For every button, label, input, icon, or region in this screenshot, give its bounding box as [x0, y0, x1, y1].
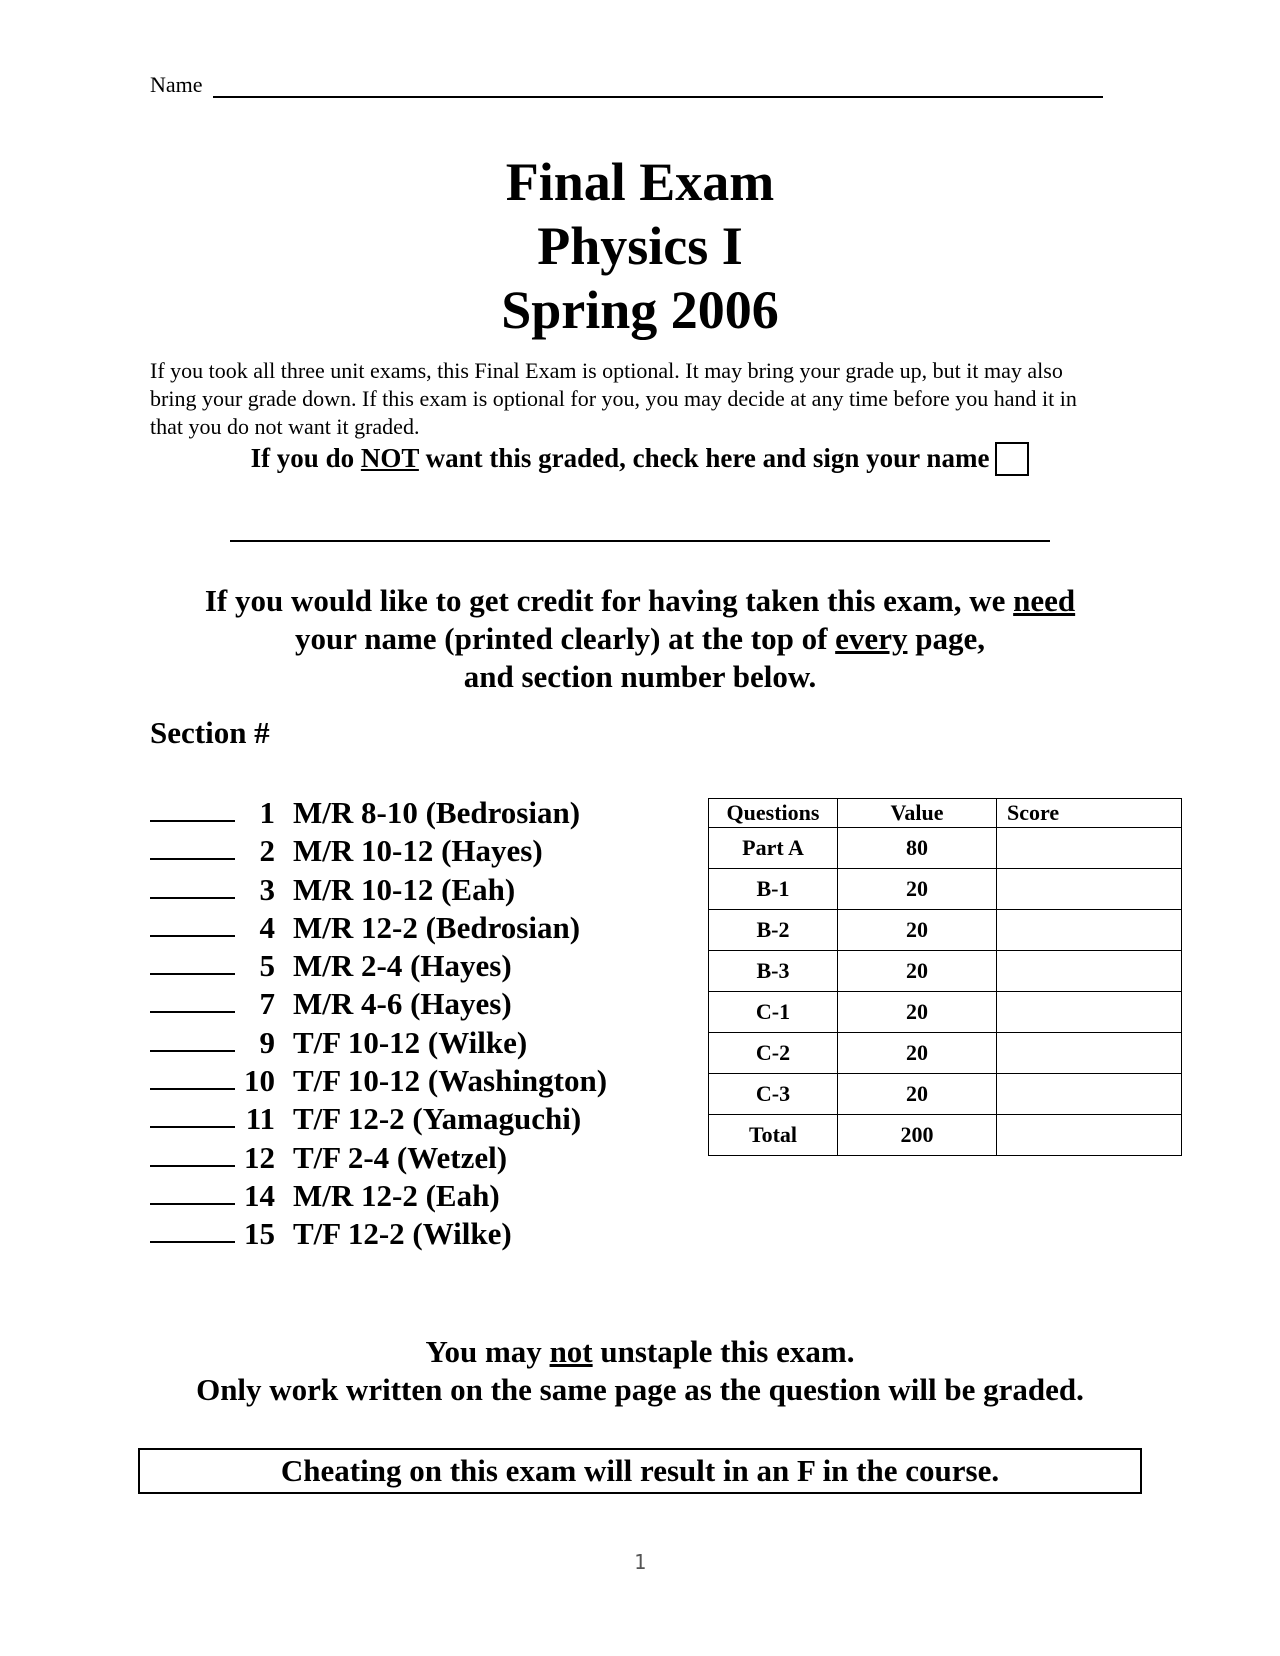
score-cell[interactable] — [997, 1115, 1182, 1156]
name-line — [150, 72, 1103, 98]
table-row: Part A 80 — [709, 828, 1182, 869]
section-blank[interactable] — [150, 794, 235, 822]
intro-paragraph: If you took all three unit exams, this Final Exam is optional. It may bring your grade up, but it may also bring your grade down. If this exam is optional for you, you may decide at any time before you hand it in that you do not want it graded. — [150, 358, 1077, 439]
column-header: Score — [997, 799, 1182, 828]
table-row: C-2 20 — [709, 1033, 1182, 1074]
section-heading: Section # — [150, 715, 270, 750]
section-blank[interactable] — [150, 1024, 235, 1052]
exam-title: Final Exam — [505, 152, 775, 212]
section-option: 5 M/R 2-4 (Hayes) — [150, 947, 607, 985]
section-option: 14 M/R 12-2 (Eah) — [150, 1177, 607, 1215]
table-row: C-3 20 — [709, 1074, 1182, 1115]
section-blank[interactable] — [150, 1215, 235, 1243]
name-label: Name — [150, 72, 203, 97]
table-row: C-1 20 — [709, 992, 1182, 1033]
section-blank[interactable] — [150, 947, 235, 975]
score-table — [708, 798, 1182, 1156]
score-cell[interactable] — [997, 869, 1182, 910]
name-input-line[interactable] — [213, 74, 1103, 98]
section-option: 4 M/R 12-2 (Bedrosian) — [150, 909, 607, 947]
section-list — [150, 794, 607, 1254]
score-cell[interactable] — [997, 910, 1182, 951]
section-option: 7 M/R 4-6 (Hayes) — [150, 985, 607, 1023]
section-blank[interactable] — [150, 1100, 235, 1128]
section-option: 15 T/F 12-2 (Wilke) — [150, 1215, 607, 1253]
not-graded-instruction: If you do NOT want this graded, check here and sign your name — [0, 443, 1280, 478]
section-option: 10 T/F 10-12 (Washington) — [150, 1062, 607, 1100]
column-header: Questions — [709, 799, 838, 828]
section-blank[interactable] — [150, 1139, 235, 1167]
score-cell[interactable] — [997, 828, 1182, 869]
section-option: 1 M/R 8-10 (Bedrosian) — [150, 794, 607, 832]
section-blank[interactable] — [150, 985, 235, 1013]
score-cell[interactable] — [997, 951, 1182, 992]
section-option: 2 M/R 10-12 (Hayes) — [150, 832, 607, 870]
section-blank[interactable] — [150, 909, 235, 937]
signature-line[interactable] — [230, 540, 1050, 542]
table-row: B-3 20 — [709, 951, 1182, 992]
score-cell[interactable] — [997, 1074, 1182, 1115]
score-cell[interactable] — [997, 992, 1182, 1033]
not-emphasis: NOT — [360, 443, 419, 473]
section-blank[interactable] — [150, 1062, 235, 1090]
credit-instructions: If you would like to get credit for having taken this exam, we need your name (printed clearly) at the top of every page, and section number below. — [204, 583, 1076, 694]
section-option: 3 M/R 10-12 (Eah) — [150, 871, 607, 909]
table-row: B-2 20 — [709, 910, 1182, 951]
course-title: Physics I — [537, 216, 743, 276]
table-row: B-1 20 — [709, 869, 1182, 910]
section-blank[interactable] — [150, 1177, 235, 1205]
table-row: Total 200 — [709, 1115, 1182, 1156]
score-table-header — [709, 799, 1182, 828]
section-option: 11 T/F 12-2 (Yamaguchi) — [150, 1100, 607, 1138]
cheating-notice: Cheating on this exam will result in an F in the course. — [138, 1448, 1142, 1494]
score-cell[interactable] — [997, 1033, 1182, 1074]
column-header: Value — [838, 799, 997, 828]
not-graded-checkbox[interactable] — [995, 442, 1029, 476]
section-option: 12 T/F 2-4 (Wetzel) — [150, 1139, 607, 1177]
section-option: 9 T/F 10-12 (Wilke) — [150, 1024, 607, 1062]
page-number: 1 — [633, 1550, 647, 1574]
section-blank[interactable] — [150, 871, 235, 899]
exam-rules: You may not unstaple this exam. Only work written on the same page as the question will be graded. — [196, 1334, 1084, 1407]
term-title: Spring 2006 — [501, 280, 779, 340]
section-blank[interactable] — [150, 832, 235, 860]
